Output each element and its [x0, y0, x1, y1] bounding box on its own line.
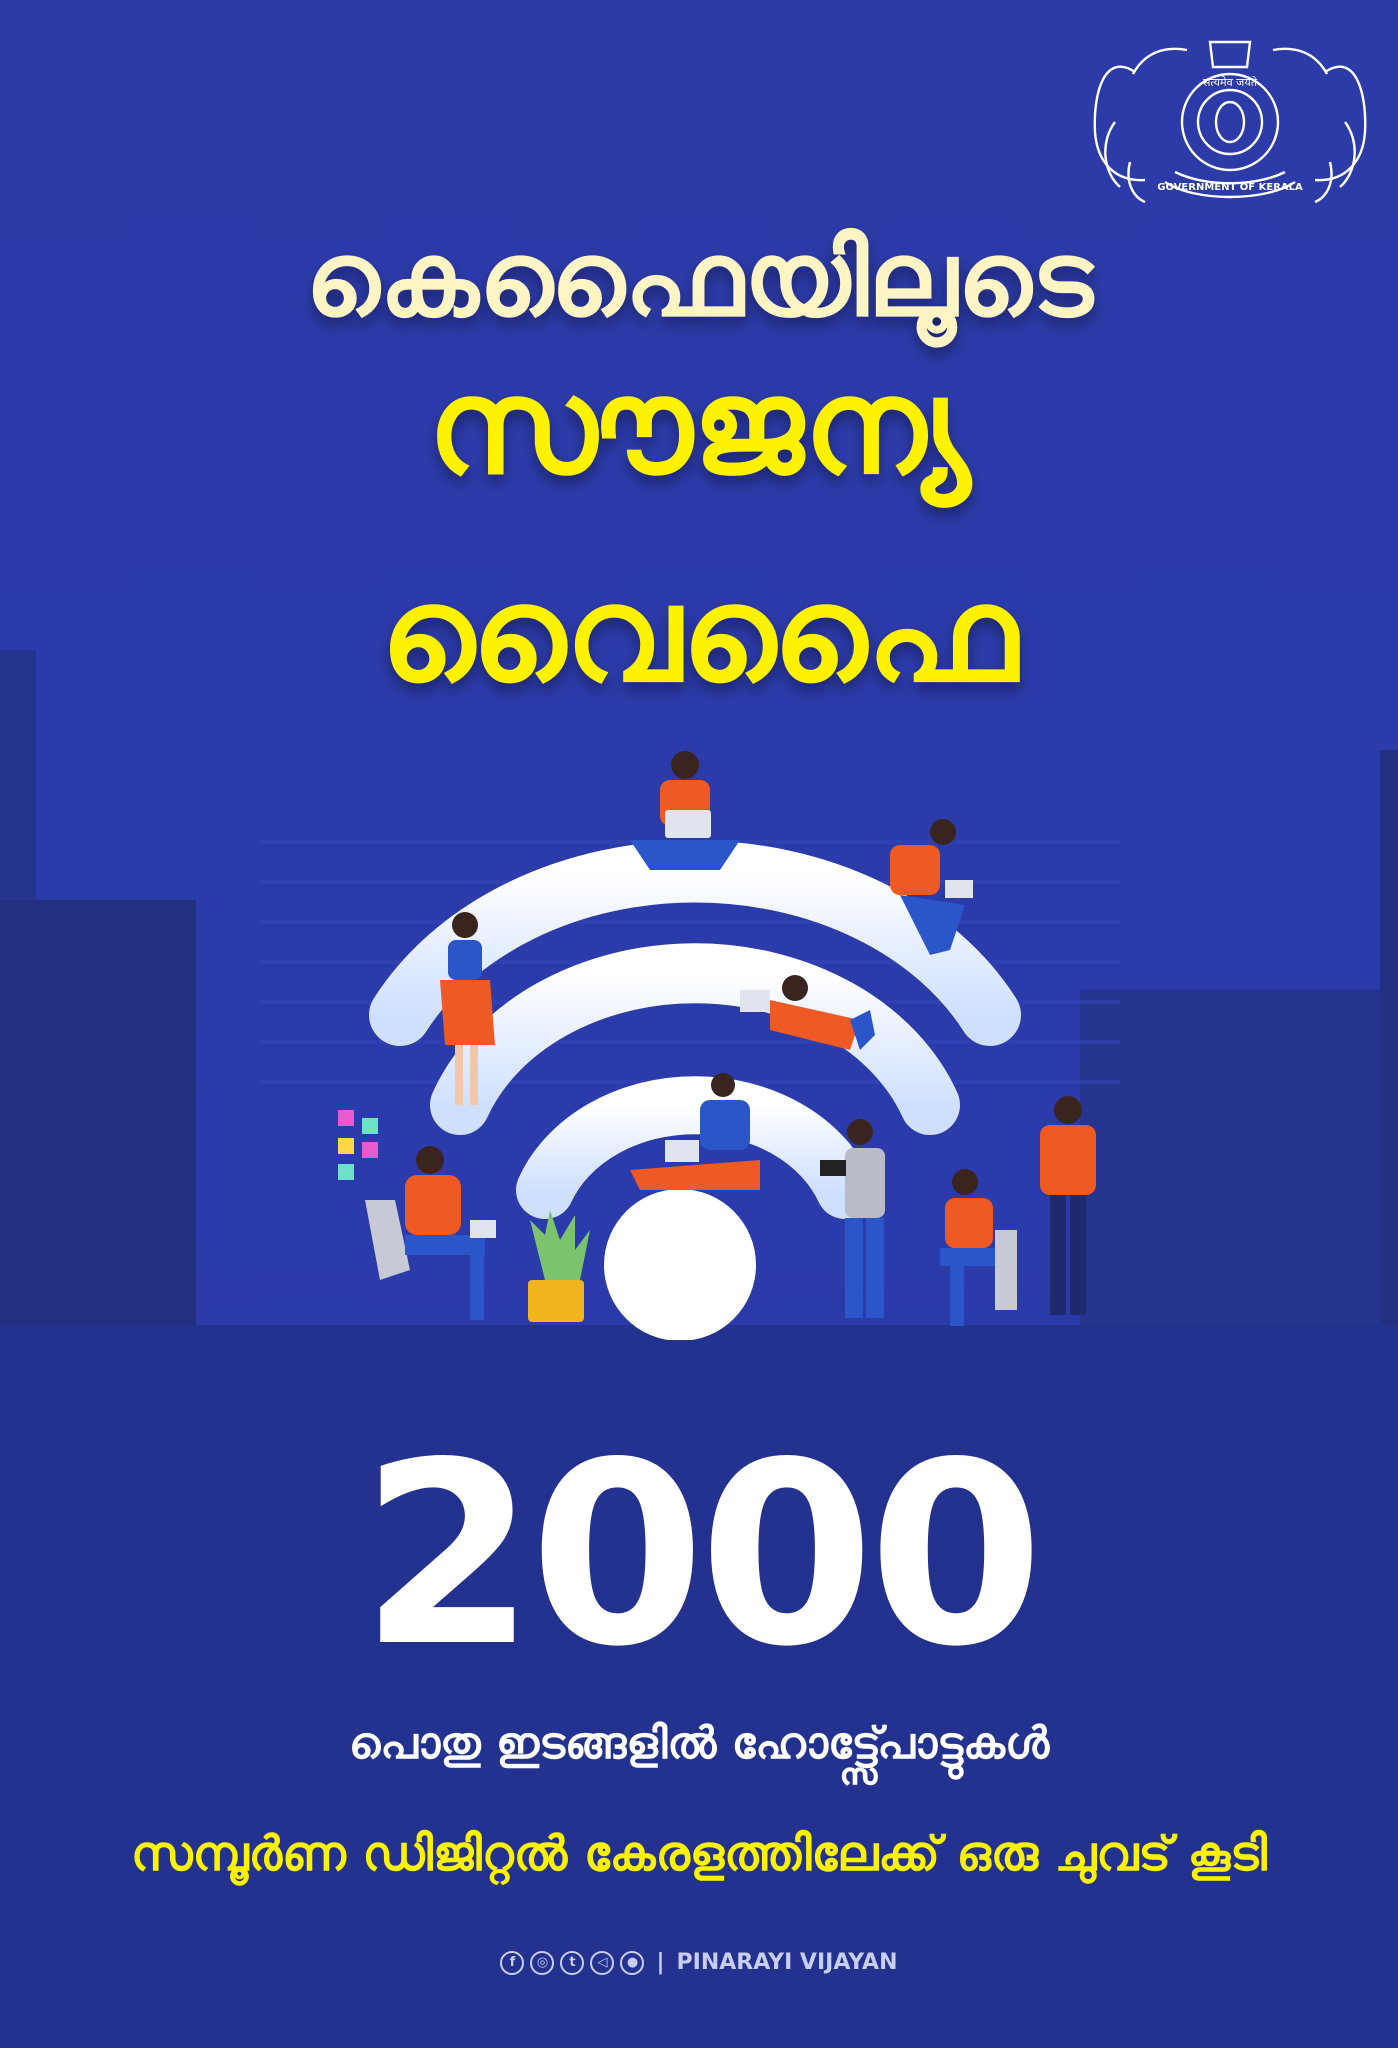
footer-name: PINARAYI VIJAYAN [676, 1950, 898, 1975]
footer-separator: | [656, 1950, 665, 1975]
telegram-icon[interactable]: ◁ [590, 1951, 614, 1975]
headline-line-3: വൈഫൈ [380, 558, 1018, 712]
person-top-laptop [630, 751, 740, 870]
twitter-icon[interactable]: t [560, 1951, 584, 1975]
emblem-ring-text: GOVERNMENT OF KERALA [1157, 182, 1303, 193]
headline-line-1: കെഫൈയിലൂടെ [305, 218, 1093, 340]
emblem-motto: सत्यमेव जयते [1202, 76, 1258, 89]
plant-icon [528, 1210, 590, 1322]
tagline: സമ്പൂർണ ഡിജിറ്റൽ കേരളത്തിലേക്ക് ഒരു ചുവട് കൂടി [131, 1826, 1267, 1882]
person-sitting-phone [940, 1169, 1017, 1326]
headline-line-2: സൗജന്യ [427, 350, 971, 504]
sticky-notes-icon [338, 1110, 378, 1180]
hotspot-count: 2000 [360, 1409, 1038, 1702]
hotspot-caption: പൊതു ഇടങ്ങളിൽ ഹോട്ട്സ്പോട്ടുകൾ [348, 1718, 1050, 1769]
person-chair-laptop [365, 1146, 496, 1320]
person-standing-right [1040, 1096, 1096, 1315]
social-footer [0, 1950, 1398, 1975]
instagram-icon[interactable]: ◎ [530, 1951, 554, 1975]
facebook-icon[interactable]: f [500, 1951, 524, 1975]
youtube-icon[interactable]: ● [620, 1951, 644, 1975]
wifi-dot [604, 1189, 756, 1340]
